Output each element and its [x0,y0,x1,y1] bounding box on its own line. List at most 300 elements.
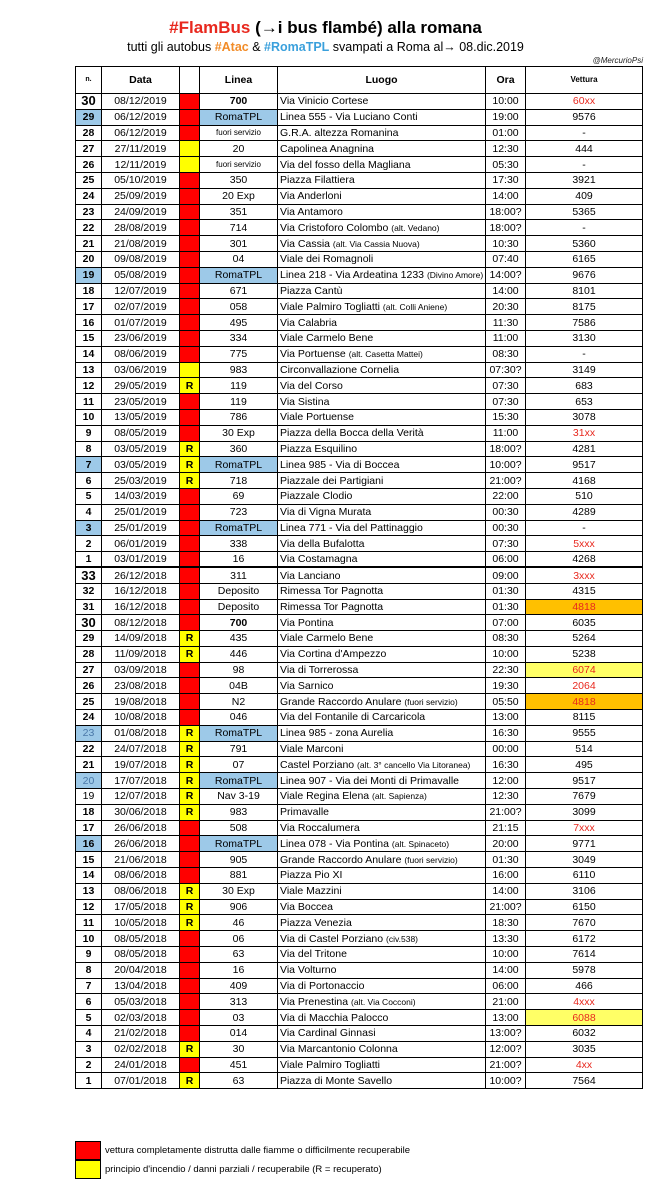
cell-line: 46 [200,915,278,931]
cell-place [278,852,486,868]
place-name: Via Vinicio Cortese [280,95,369,108]
cell-number: 21 [76,757,102,773]
incidents-table [75,66,643,1089]
cell-status: R [180,457,200,473]
legend-swatch-red [75,1141,101,1160]
place-name: Piazzale dei Partigiani [280,474,384,487]
cell-status [180,425,200,441]
cell-time: 13:00 [486,710,526,726]
place-note: (alt. 3° cancello Via Litoranea) [357,759,471,770]
cell-time: 18:30 [486,915,526,931]
cell-number: 26 [76,678,102,694]
place-name: Viale Mazzini [280,885,342,898]
place-name: Grande Raccordo Anulare [280,853,402,866]
place-name: Linea 218 - Via Ardeatina 1233 [280,269,425,282]
cell-line: RomaTPL [200,520,278,536]
header-ora: Ora [486,67,526,94]
cell-status: R [180,915,200,931]
cell-number: 24 [76,188,102,204]
cell-vehicle: 466 [526,978,643,994]
table-row [76,725,643,741]
cell-line: 508 [200,820,278,836]
place-name: Piazza di Monte Savello [280,1074,393,1087]
place-name: Viale Palmiro Togliatti [280,1059,380,1071]
cell-place [278,362,486,378]
cell-date: 19/08/2018 [102,694,180,710]
title-rest: (→i bus flambé) alla romana [250,18,482,37]
cell-vehicle: 3921 [526,172,643,188]
cell-time: 21:00? [486,1057,526,1073]
cell-vehicle: 3035 [526,1041,643,1057]
cell-line: 20 Exp [200,188,278,204]
cell-vehicle: 4168 [526,473,643,489]
author-credit: @MercurioPsi [592,56,643,65]
cell-line: 700 [200,94,278,110]
table-row [76,789,643,805]
cell-time: 07:30 [486,536,526,552]
cell-line: 63 [200,1073,278,1089]
cell-status [180,188,200,204]
place-name: Piazza Esquilino [280,442,358,455]
cell-status: R [180,757,200,773]
cell-vehicle: 3130 [526,330,643,346]
header-n: n. [76,67,102,94]
cell-time: 22:30 [486,662,526,678]
table-body [76,94,643,1089]
cell-status [180,552,200,568]
place-name: Via Antamoro [280,205,343,218]
cell-place [278,710,486,726]
place-name: Viale Marconi [280,743,344,756]
cell-vehicle: 8115 [526,710,643,726]
cell-vehicle: - [526,220,643,236]
cell-number: 18 [76,804,102,820]
cell-time: 01:30 [486,852,526,868]
cell-place [278,994,486,1010]
place-name: Via Cassia [280,237,330,250]
cell-time: 12:30 [486,789,526,805]
cell-date: 30/06/2018 [102,804,180,820]
cell-number: 33 [76,567,102,583]
cell-status [180,868,200,884]
place-name: Capolinea Anagnina [280,142,374,155]
table-row [76,615,643,631]
cell-vehicle: 4818 [526,599,643,615]
cell-line: 786 [200,409,278,425]
cell-number: 24 [76,710,102,726]
cell-status [180,125,200,141]
place-name: Primavalle [280,806,330,819]
cell-line: 775 [200,346,278,362]
place-name: Circonvallazione Cornelia [280,363,400,376]
cell-vehicle: 6150 [526,899,643,915]
cell-time: 15:30 [486,409,526,425]
table-row [76,1010,643,1026]
cell-number: 22 [76,741,102,757]
cell-place [278,504,486,520]
cell-time: 10:30 [486,236,526,252]
cell-place [278,315,486,331]
cell-number: 6 [76,473,102,489]
cell-number: 32 [76,583,102,599]
cell-place [278,567,486,583]
cell-date: 16/12/2018 [102,583,180,599]
header-vettura: Vettura [526,67,643,94]
cell-number: 4 [76,504,102,520]
table-row [76,141,643,157]
cell-place [278,694,486,710]
table-row [76,631,643,647]
cell-date: 24/09/2019 [102,204,180,220]
cell-status: R [180,473,200,489]
cell-place [278,883,486,899]
cell-number: 6 [76,994,102,1010]
cell-number: 10 [76,931,102,947]
table-row [76,425,643,441]
cell-date: 20/04/2018 [102,962,180,978]
cell-date: 21/02/2018 [102,1026,180,1042]
cell-status [180,852,200,868]
cell-time: 10:00 [486,94,526,110]
cell-line: 311 [200,567,278,583]
cell-status [180,583,200,599]
cell-date: 23/08/2018 [102,678,180,694]
cell-status [180,504,200,520]
cell-status: R [180,899,200,915]
table-row [76,1057,643,1073]
place-name: Via Roccalumera [280,822,360,835]
cell-place [278,583,486,599]
place-name: Via Sistina [280,395,330,408]
cell-date: 09/08/2019 [102,251,180,267]
cell-number: 9 [76,425,102,441]
cell-status: R [180,725,200,741]
cell-date: 08/06/2018 [102,868,180,884]
cell-number: 17 [76,820,102,836]
place-name: Via Calabria [280,316,338,329]
table-row [76,583,643,599]
cell-number: 7 [76,457,102,473]
page-subtitle [0,40,651,55]
place-name: Viale Carmelo Bene [280,332,374,345]
cell-number: 13 [76,362,102,378]
cell-date: 10/08/2018 [102,710,180,726]
place-name: Linea 555 - Via Luciano Conti [280,111,418,124]
cell-line: 301 [200,236,278,252]
cell-vehicle: 7670 [526,915,643,931]
cell-date: 08/05/2018 [102,931,180,947]
cell-vehicle: 5xxx [526,536,643,552]
cell-number: 18 [76,283,102,299]
cell-number: 26 [76,157,102,173]
cell-vehicle: 444 [526,141,643,157]
cell-vehicle: 653 [526,394,643,410]
cell-status [180,94,200,110]
cell-status [180,157,200,173]
cell-line: 723 [200,504,278,520]
table-row [76,394,643,410]
cell-date: 26/12/2018 [102,567,180,583]
cell-line: 16 [200,962,278,978]
cell-date: 26/06/2018 [102,836,180,852]
cell-place [278,1026,486,1042]
cell-line: 409 [200,978,278,994]
cell-number: 12 [76,378,102,394]
cell-line: 30 Exp [200,883,278,899]
place-name: Viale Carmelo Bene [280,632,374,645]
cell-time: 14:00 [486,283,526,299]
cell-status: R [180,773,200,789]
cell-time: 05:30 [486,157,526,173]
header-linea: Linea [200,67,278,94]
cell-vehicle: 2064 [526,678,643,694]
cell-line: 98 [200,662,278,678]
table-row [76,362,643,378]
cell-status [180,820,200,836]
cell-place [278,868,486,884]
table-row [76,157,643,173]
cell-place [278,899,486,915]
cell-time: 16:30 [486,757,526,773]
table-row [76,236,643,252]
place-name: Via Marcantonio Colonna [280,1043,398,1056]
cell-number: 27 [76,141,102,157]
cell-time: 14:00 [486,188,526,204]
cell-place [278,520,486,536]
cell-vehicle: 6088 [526,1010,643,1026]
cell-place [278,220,486,236]
table-row [76,567,643,583]
cell-vehicle: 6165 [526,251,643,267]
cell-number: 2 [76,1057,102,1073]
cell-place [278,109,486,125]
table-row [76,552,643,568]
cell-time: 21:00 [486,994,526,1010]
cell-line: 046 [200,710,278,726]
cell-time: 10:00 [486,947,526,963]
place-name: Piazza Filattiera [280,174,355,187]
cell-number: 22 [76,220,102,236]
cell-time: 05:50 [486,694,526,710]
cell-time: 21:00? [486,899,526,915]
cell-place [278,172,486,188]
cell-number: 15 [76,330,102,346]
place-name: Grande Raccordo Anulare [280,695,402,708]
cell-place [278,394,486,410]
cell-vehicle: 5360 [526,236,643,252]
cell-vehicle: 3049 [526,852,643,868]
cell-vehicle: 4818 [526,694,643,710]
place-name: Via Cristoforo Colombo [280,221,389,234]
cell-vehicle: 6035 [526,615,643,631]
cell-date: 11/09/2018 [102,646,180,662]
cell-place [278,409,486,425]
place-name: Rimessa Tor Pagnotta [280,585,384,598]
place-note: (alt. Spinaceto) [391,838,450,849]
cell-date: 08/12/2018 [102,615,180,631]
cell-number: 30 [76,94,102,110]
cell-vehicle: 6172 [526,931,643,947]
cell-place [278,267,486,283]
cell-line: 714 [200,220,278,236]
cell-time: 06:00 [486,552,526,568]
cell-place [278,1041,486,1057]
cell-time: 13:00? [486,1026,526,1042]
cell-vehicle: 4xx [526,1057,643,1073]
place-note: (alt. Colli Aniene) [382,301,448,312]
cell-date: 02/02/2018 [102,1041,180,1057]
table-row [76,978,643,994]
cell-vehicle: 6032 [526,1026,643,1042]
table-row [76,773,643,789]
cell-time: 06:00 [486,978,526,994]
cell-time: 13:30 [486,931,526,947]
cell-number: 19 [76,789,102,805]
cell-place [278,283,486,299]
cell-date: 03/06/2019 [102,362,180,378]
cell-time: 14:00? [486,267,526,283]
cell-date: 06/12/2019 [102,125,180,141]
cell-number: 25 [76,694,102,710]
cell-number: 23 [76,204,102,220]
cell-number: 19 [76,267,102,283]
place-name: Linea 985 - zona Aurelia [280,727,394,740]
cell-place [278,141,486,157]
cell-time: 11:00 [486,330,526,346]
legend-item-yellow [75,1160,642,1179]
subtitle-romatpl: #RomaTPL [264,40,330,54]
cell-status [180,315,200,331]
cell-status [180,994,200,1010]
cell-date: 19/07/2018 [102,757,180,773]
cell-vehicle: 9676 [526,267,643,283]
cell-status [180,346,200,362]
cell-place [278,552,486,568]
cell-number: 4 [76,1026,102,1042]
cell-status: R [180,741,200,757]
table-row [76,109,643,125]
cell-time: 14:00 [486,883,526,899]
place-name: Via del Fontanile di Carcaricola [280,711,426,724]
cell-date: 03/01/2019 [102,552,180,568]
cell-place [278,94,486,110]
cell-time: 18:00? [486,220,526,236]
table-row [76,330,643,346]
cell-number: 16 [76,836,102,852]
cell-date: 25/03/2019 [102,473,180,489]
cell-line: 30 Exp [200,425,278,441]
cell-status [180,520,200,536]
cell-place [278,631,486,647]
cell-line: Nav 3-19 [200,789,278,805]
cell-vehicle: 6074 [526,662,643,678]
cell-place [278,725,486,741]
cell-time: 00:30 [486,520,526,536]
cell-status [180,567,200,583]
cell-status [180,409,200,425]
cell-line: 700 [200,615,278,631]
place-name: Piazza Venezia [280,916,352,929]
header-luogo: Luogo [278,67,486,94]
table-row [76,694,643,710]
cell-vehicle: 8175 [526,299,643,315]
cell-vehicle: 7xxx [526,820,643,836]
cell-place [278,773,486,789]
cell-date: 02/07/2019 [102,299,180,315]
cell-vehicle: 8101 [526,283,643,299]
cell-vehicle: - [526,346,643,362]
cell-vehicle: 9517 [526,457,643,473]
cell-number: 31 [76,599,102,615]
cell-vehicle: - [526,520,643,536]
table-row [76,441,643,457]
cell-time: 10:00? [486,1073,526,1089]
cell-place [278,1010,486,1026]
place-name: Via Pontina [280,616,334,629]
cell-status [180,394,200,410]
cell-vehicle: 5264 [526,631,643,647]
cell-date: 05/03/2018 [102,994,180,1010]
cell-vehicle: 510 [526,488,643,504]
page-title [0,18,651,38]
cell-time: 10:00? [486,457,526,473]
table-row [76,346,643,362]
cell-number: 3 [76,1041,102,1057]
cell-date: 21/06/2018 [102,852,180,868]
table-row [76,520,643,536]
cell-date: 12/07/2018 [102,789,180,805]
cell-date: 29/05/2019 [102,378,180,394]
cell-line: 119 [200,378,278,394]
table-row [76,836,643,852]
table-row [76,852,643,868]
cell-place [278,251,486,267]
cell-time: 08:30 [486,631,526,647]
legend-swatch-yellow [75,1160,101,1179]
place-note: (alt. Casetta Mattei) [348,349,423,360]
cell-number: 20 [76,773,102,789]
cell-line: 718 [200,473,278,489]
cell-status [180,220,200,236]
cell-status: R [180,631,200,647]
cell-number: 1 [76,1073,102,1089]
table-row [76,915,643,931]
cell-number: 7 [76,978,102,994]
cell-place [278,804,486,820]
cell-place [278,425,486,441]
cell-date: 08/06/2018 [102,883,180,899]
place-name: Viale Portuense [280,411,354,424]
table-row [76,378,643,394]
cell-place [278,978,486,994]
cell-status [180,236,200,252]
cell-time: 20:00 [486,836,526,852]
place-note: (alt. Sapienza) [372,791,427,802]
cell-vehicle: 5365 [526,204,643,220]
cell-vehicle: 6110 [526,868,643,884]
cell-status [180,299,200,315]
cell-date: 05/10/2019 [102,172,180,188]
cell-vehicle: 9771 [526,836,643,852]
cell-vehicle: 683 [526,378,643,394]
place-name: Via di Macchia Palocco [280,1011,389,1024]
cell-status [180,267,200,283]
cell-status [180,141,200,157]
place-name: Via Anderloni [280,190,342,203]
cell-number: 1 [76,552,102,568]
cell-line: 07 [200,757,278,773]
cell-place [278,789,486,805]
